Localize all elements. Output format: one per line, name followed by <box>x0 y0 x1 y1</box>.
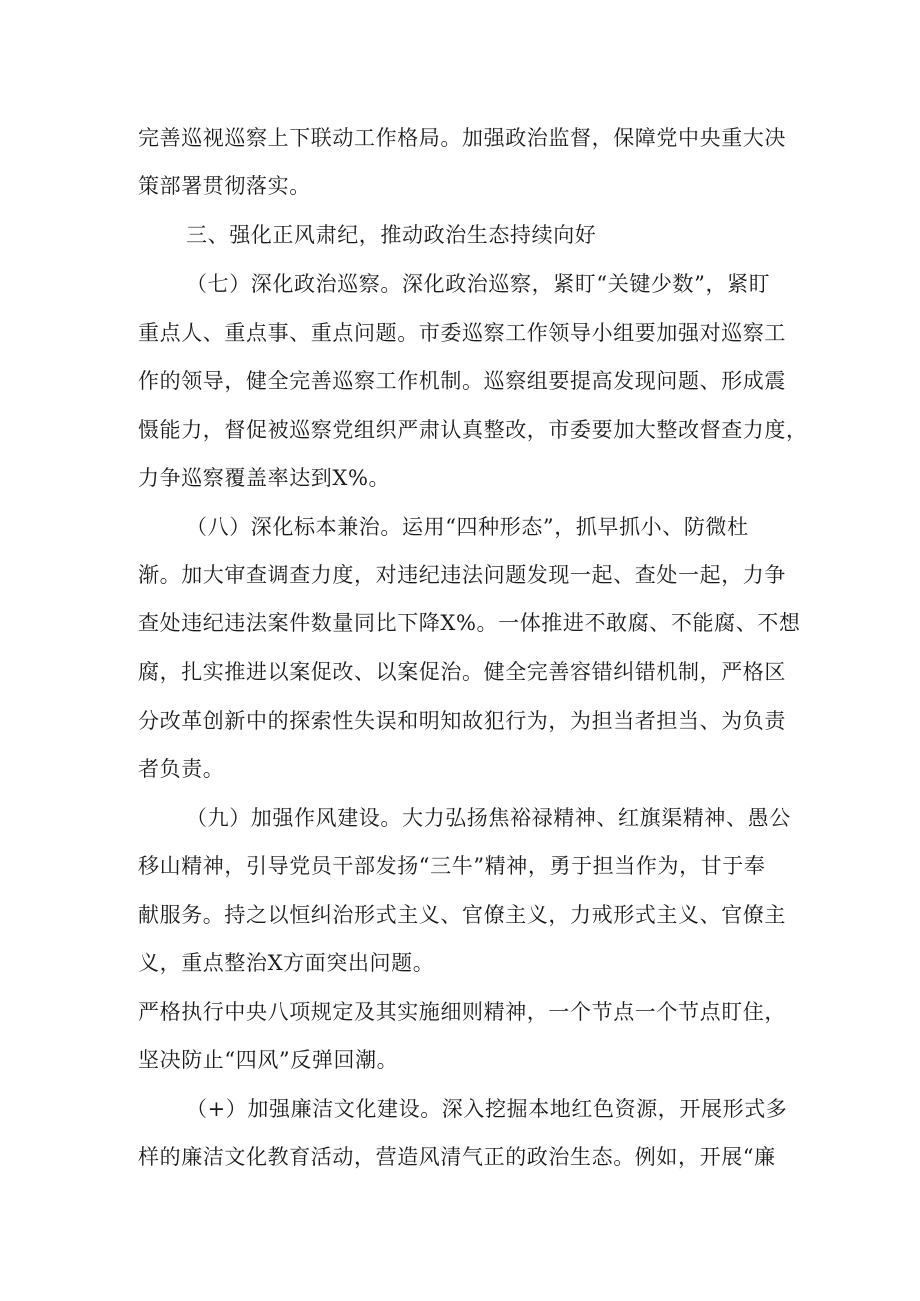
section-heading: 三、强化正风肃纪，推动政治生态持续向好 <box>186 223 597 247</box>
text-line: 查处违纪违法案件数量同比下降X%。一体推进不敢腐、不能腐、不想 <box>138 611 801 635</box>
text-line: 移山精神，引导党员干部发扬“三牛”精神，勇于担当作为，甘于奉 <box>138 854 766 878</box>
text-line: 严格执行中央八项规定及其实施细则精神，一个节点一个节点盯住， <box>138 1000 786 1024</box>
text-line: 渐。加大审查调查力度，对违纪违法问题发现一起、查处一起，力争 <box>138 563 786 587</box>
text-line: 坚决防止“四风”反弹回潮。 <box>138 1048 399 1072</box>
paragraph-first-line: （八）深化标本兼治。运用“四种形态”，抓早抓小、防微杜 <box>186 515 749 539</box>
text-line: 策部署贯彻落实。 <box>138 174 311 198</box>
text-line: 完善巡视巡察上下联动工作格局。加强政治监督，保障党中央重大决 <box>138 126 786 150</box>
text-line: 献服务。持之以恒纠治形式主义、官僚主义，力戒形式主义、官僚主 <box>138 903 786 927</box>
text-line: 慑能力，督促被巡察党组织严肃认真整改，市委要加大整改督查力度， <box>138 418 808 442</box>
text-line: 重点人、重点事、重点问题。市委巡察工作领导小组要加强对巡察工 <box>138 321 786 345</box>
text-line: 腐，扎实推进以案促改、以案促治。健全完善容错纠错机制，严格区 <box>138 660 786 684</box>
text-line: 作的领导，健全完善巡察工作机制。巡察组要提高发现问题、形成震 <box>138 369 786 393</box>
paragraph-first-line: （七）深化政治巡察。深化政治巡察，紧盯“关键少数”，紧盯 <box>186 272 771 296</box>
paragraph-first-line: （+）加强廉洁文化建设。深入挖掘本地红色资源，开展形式多 <box>186 1097 788 1121</box>
text-line: 分改革创新中的探索性失误和明知故犯行为，为担当者担当、为负责 <box>138 709 786 733</box>
text-line: 者负责。 <box>138 757 225 781</box>
text-line: 力争巡察覆盖率达到X%。 <box>138 466 391 490</box>
text-line: 义，重点整治X方面突出问题。 <box>138 951 435 975</box>
text-line: 样的廉洁文化教育活动，营造风清气正的政治生态。例如，开展“廉 <box>138 1145 776 1169</box>
paragraph-first-line: （九）加强作风建设。大力弘扬焦裕禄精神、红旗渠精神、愚公 <box>186 806 791 830</box>
